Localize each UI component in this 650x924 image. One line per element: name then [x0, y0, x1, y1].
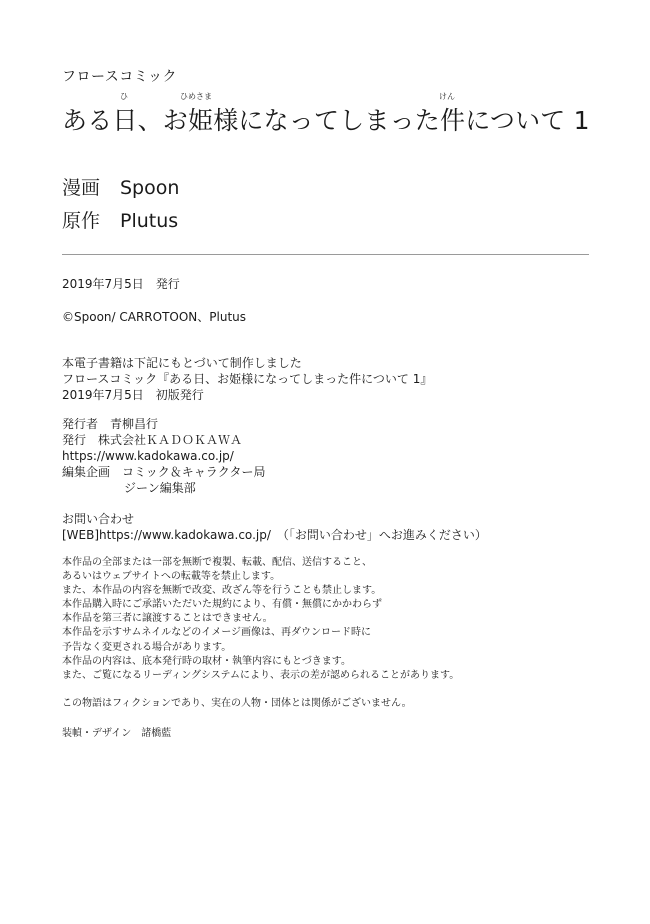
ruby-hi: ひ: [120, 92, 128, 101]
editing-department-sub: ジーン編集部: [124, 481, 196, 495]
source-edition: [62, 355, 432, 403]
notice-line: 本作品を示すサムネイルなどのイメージ画像は、再ダウンロード時に: [62, 627, 371, 639]
credit-name: Spoon: [120, 177, 180, 199]
credit-row-manga: [62, 172, 179, 205]
title-ruby-row: [62, 90, 632, 104]
publisher-person: 発行者 青柳昌行: [62, 417, 159, 431]
notice-line: 本作品購入時にご承諾いただいた規約により、有償・無償にかかわらず: [62, 599, 382, 611]
notice-line: あるいはウェブサイトへの転載等を禁止します。: [62, 571, 281, 583]
publisher-info: [62, 416, 266, 496]
notice-line: また、ご覧になるリーディングシステムにより、表示の差が認められることがあります。: [62, 669, 460, 681]
inquiry: [62, 511, 487, 543]
notices: [62, 556, 459, 683]
notice-line: 本作品の全部または一部を無断で複製、転載、配信、送信すること、: [62, 557, 372, 568]
publish-date: 2019年7月5日 発行: [62, 277, 180, 291]
book-title: ある日、お姫様になってしまった件について 1: [62, 106, 590, 135]
notice-line: 本作品の内容は、底本発行時の取材・執筆内容にもとづきます。: [62, 655, 351, 667]
fiction-disclaimer: この物語はフィクションであり、実在の人物・団体とは関係がございません。: [62, 698, 412, 709]
inquiry-heading: お問い合わせ: [62, 512, 135, 526]
credit-row-original: [62, 205, 179, 238]
ruby-ken: けん: [439, 92, 455, 101]
notice-line: 本作品を第三者に譲渡することはできません。: [62, 613, 273, 625]
notice-line: 予告なく変更される場合があります。: [62, 641, 232, 653]
ruby-himesama: ひめさま: [180, 92, 212, 101]
source-edition-line: 本電子書籍は下記にもとづいて制作しました: [62, 356, 302, 370]
imprint-label: フロースコミック: [62, 69, 178, 85]
copyright: ©Spoon/ CARROTOON、Plutus: [62, 310, 247, 324]
source-edition-line: フロースコミック『ある日、お姫様になってしまった件について 1』: [62, 372, 433, 386]
source-edition-line: 2019年7月5日 初版発行: [62, 388, 204, 402]
publisher-url: https://www.kadokawa.co.jp/: [62, 449, 234, 463]
credit-role: 漫画: [62, 177, 101, 199]
notice-line: また、本作品の内容を無断で改変、改ざん等を行うことも禁止します。: [62, 585, 382, 597]
credit-name: Plutus: [120, 210, 179, 232]
credit-role: 原作: [62, 210, 101, 232]
divider: [62, 254, 589, 255]
title-block: [62, 90, 632, 138]
editing-department: 編集企画 コミック＆キャラクター局: [62, 465, 266, 479]
inquiry-web: [WEB]https://www.kadokawa.co.jp/ （「お問い合わせ」へお進みください）: [62, 528, 487, 542]
publisher-company: 発行 株式会社ＫＡＤＯＫＡＷＡ: [62, 433, 243, 447]
credits: [62, 172, 179, 238]
design-credit: 装幀・デザイン 諸橋藍: [62, 728, 172, 739]
